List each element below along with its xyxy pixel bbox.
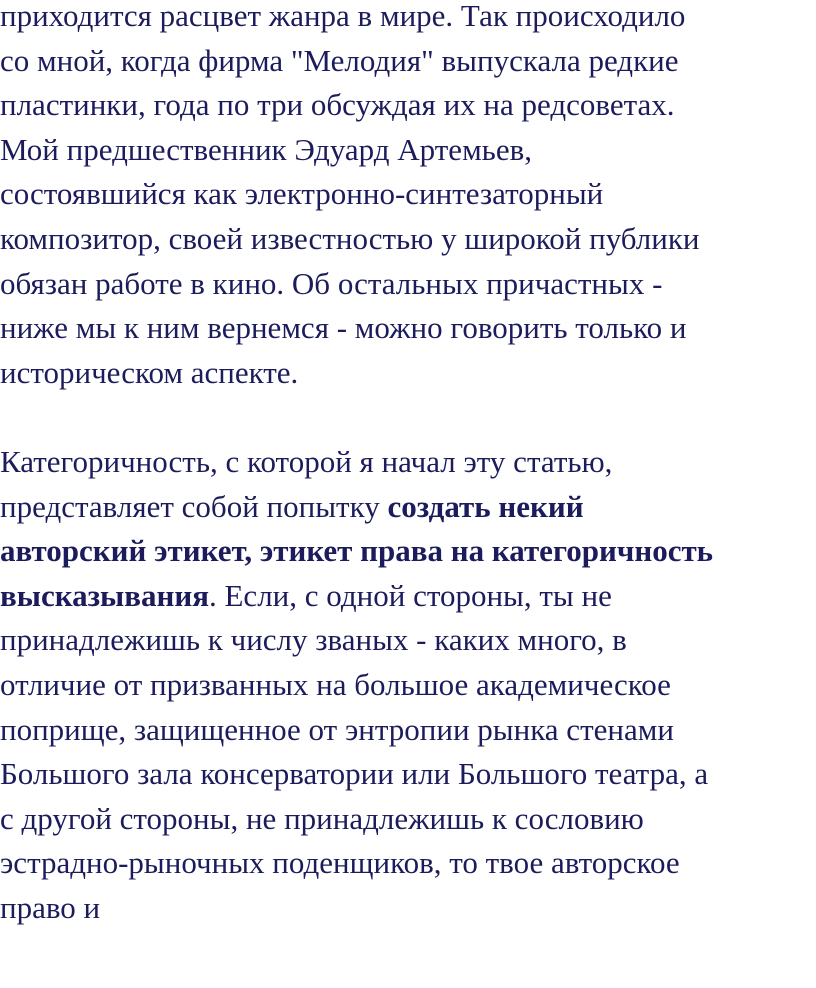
text-line: право и: [0, 889, 101, 925]
text-line: ниже мы к ним вернемся - можно говорить только и: [0, 310, 687, 346]
text-line: пластинки, года по три обсуждая их на редсоветах.: [0, 87, 675, 123]
emphasis-text: создать некий: [387, 488, 584, 524]
text-line: композитор, своей известностью у широкой публики: [0, 220, 700, 256]
text-line: обязан работе в кино. Об остальных причастных -: [0, 265, 663, 301]
text-line: отличие от призванных на большое академическое: [0, 666, 671, 702]
paragraph-gap: [0, 395, 816, 440]
text-regular: . Если, с одной стороны, ты не: [209, 577, 612, 613]
emphasis-text: авторский этикет, этикет права на категоричность: [0, 533, 714, 569]
text-line: принадлежишь к числу званых - каких много, в: [0, 622, 627, 658]
text-line: поприще, защищенное от энтропии рынка стенами: [0, 711, 674, 747]
paragraph-2: [0, 440, 816, 931]
text-line: Мой предшественник Эдуард Артемьев,: [0, 131, 532, 167]
paragraph-1: [0, 0, 816, 395]
text-line: [0, 485, 816, 530]
text-line: историческом аспекте.: [0, 354, 299, 390]
text-line: со мной, когда фирма "Мелодия" выпускала редкие: [0, 42, 679, 78]
text-line: эстрадно-рыночных поденщиков, то твое авторское: [0, 845, 680, 881]
text-line: состоявшийся как электронно-синтезаторный: [0, 176, 604, 212]
text-line: приходится расцвет жанра в мире. Так происходило: [0, 0, 686, 33]
text-line: с другой стороны, не принадлежишь к сословию: [0, 800, 644, 836]
text-regular: представляет собой попытку: [0, 488, 388, 524]
emphasis-text: высказывания: [0, 577, 209, 613]
text-line: Большого зала консерватории или Большого театра, а: [0, 756, 709, 792]
text-line: [0, 574, 816, 619]
text-line: Категоричность, с которой я начал эту статью,: [0, 443, 613, 479]
